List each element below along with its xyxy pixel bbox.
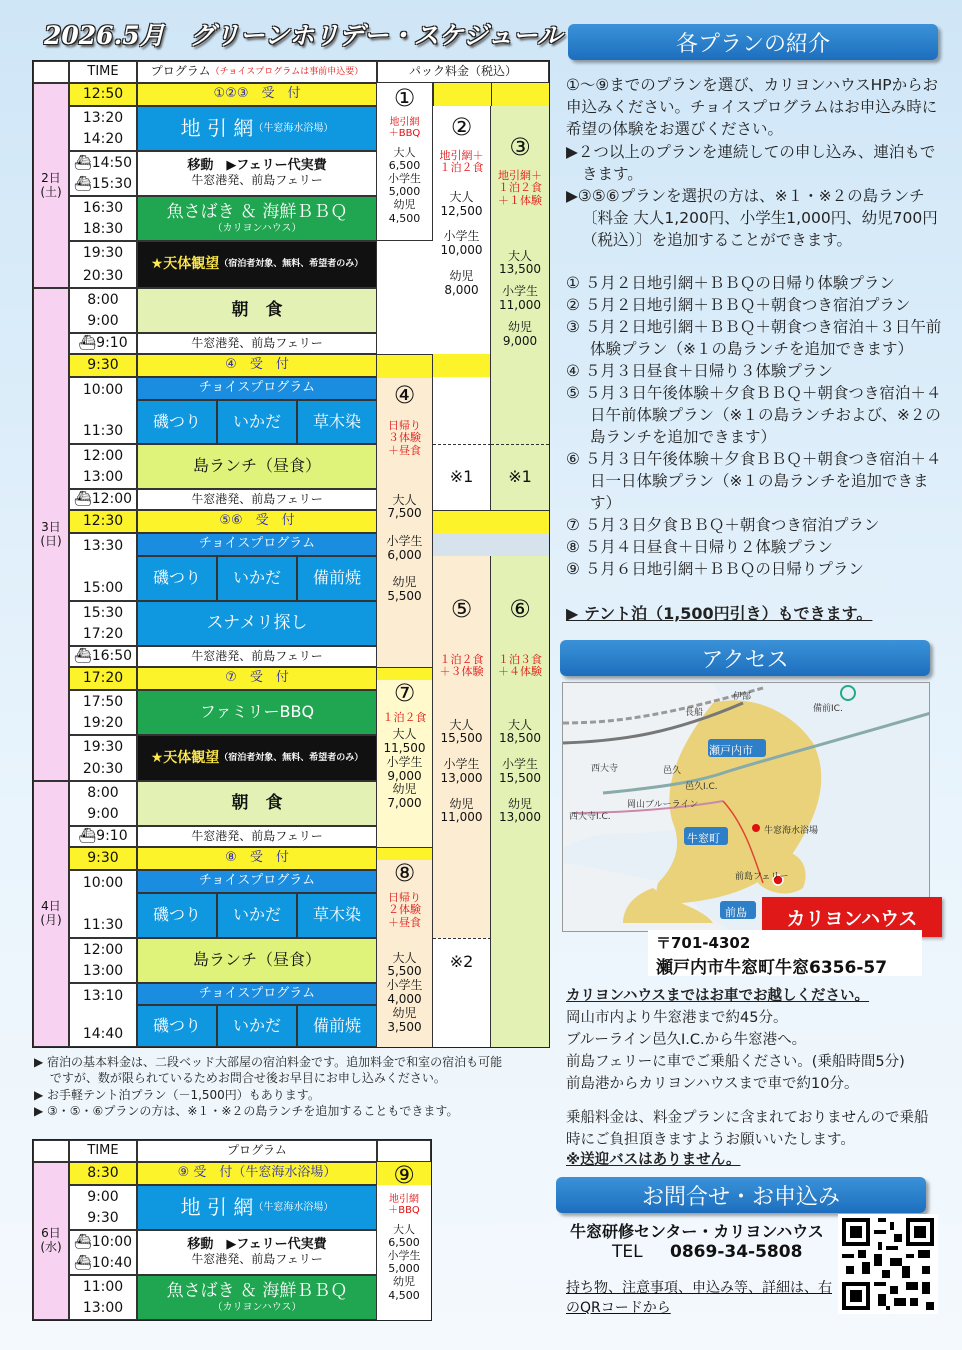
program-move: 移動 ▶フェリー代実費 牛窓港発、前島フェリー (137, 151, 377, 196)
header-time: TIME (69, 61, 137, 83)
plan-7: ⑦ １泊２食 大人 11,500 小学生 9,000 幼児 7,000 (377, 667, 433, 847)
plans-note-1: ▶２つ以上のプランを連続しての申し込み、連泊もできます。 (566, 143, 936, 183)
time-cell: 19:30 20:30 (69, 241, 137, 288)
lunch-mark-3: ※2 (433, 938, 491, 1047)
reception-row: ⑧ 受 付 (137, 847, 377, 870)
program-family-bbq: ファミリーBBQ (137, 690, 377, 735)
time-cell: 10:00 11:30 (69, 377, 137, 444)
time-cell: 9:30 (69, 354, 137, 377)
plan-5: ⑤ １泊２食 ＋３体験 大人 15,500 小学生 13,000 幼児 11,000 (433, 556, 491, 947)
program-bbq: 魚さばき ＆ 海鮮ＢＢＱ （カリヨンハウス） (137, 196, 377, 241)
page-title: 2026.5月 グリーンホリデー・スケジュール (44, 21, 563, 50)
schedule-table-6: TIME プログラム 6日 (水) 8:30 ⑨ 受 付（牛窓海水浴場） 9:00 9:30 地 引 網 （牛窓海水浴場） ⛴10:00 ⛴10:40 移動 ▶フェリー代実費 牛窓港発、前島フェリー 11:00 13:00 魚さばき ＆ 海鮮ＢＢＱ （カリヨンハウス） ⑨ 地引網 ＋BBQ 大人 6,500 小学生 5,000 幼児 4,500 (32, 1139, 432, 1321)
note-2: ▶ お手軽テント泊プラン（－1,500円）もあります。 (34, 1088, 320, 1102)
plan-list-item: ① ５月２日地引網＋ＢＢＱの日帰り体験プラン (566, 274, 895, 292)
choice-option[interactable]: 草木染 (297, 893, 377, 938)
address-box: 〒701-4302 瀬戸内市牛窓町牛窓6356-57 (648, 930, 922, 976)
time-cell: 17:20 (69, 667, 137, 690)
ship-icon: ⛴ (78, 335, 97, 352)
note-1: ▶ 宿泊の基本料金は、二段ベッド大部屋の宿泊料金です。追加料金で和室の宿泊も可能 ですが、数が限られているためお問合せ後お早目にお申し込みください。 (34, 1055, 503, 1085)
time-cell: 13:20 14:20 (69, 106, 137, 151)
map-label-okui: 邑久I.C. (685, 782, 718, 792)
time-cell: 9:30 (69, 847, 137, 870)
plan-list-item: ② ５月２日地引網＋ＢＢＱ＋朝食つき宿泊プラン (566, 296, 911, 314)
time-cell: ⛴ 9:10 (69, 826, 137, 847)
plan-2: ② 地引網＋ １泊２食 大人 12,500 小学生 10,000 幼児 8,000 (433, 106, 491, 354)
time-cell: 12:30 (69, 510, 137, 533)
map-label-osafune: 長船 (685, 708, 704, 718)
plan-list-item: ⑤ ５月３日午後体験＋夕食ＢＢＱ＋朝食つき宿泊＋４日午前体験プラン（※１の島ランチおよび、※２の島ランチを追加できます） (566, 384, 942, 446)
plan-4: ④ 日帰り ３体験 ＋昼食 大人 7,500 小学生 6,000 幼児 5,500 (377, 354, 433, 667)
ship-icon: ⛴14:50 (73, 154, 133, 171)
tel-row: TEL 0869-34-5808 (612, 1242, 803, 1262)
program-breakfast: 朝 食 (137, 781, 377, 826)
program-stargazing: ★天体観望 （宿泊者対象、無料、希望者のみ） (137, 735, 377, 781)
time-cell: 19:30 20:30 (69, 735, 137, 781)
time-cell: ⛴ 16:50 (69, 646, 137, 667)
choice-header: チョイスプログラム (137, 377, 377, 400)
program-move: 移動 ▶フェリー代実費 牛窓港発、前島フェリー (137, 1230, 377, 1275)
plan-3: ③ 地引網＋ １泊２食 ＋１体験 大人 13,500 小学生 11,000 幼児 9,000 (491, 106, 549, 444)
plan-9: ⑨ 地引網 ＋BBQ 大人 6,500 小学生 5,000 幼児 4,500 (377, 1162, 431, 1320)
ship-icon: ⛴ (73, 648, 92, 665)
reception-row: ⑤⑥ 受 付 (137, 510, 377, 533)
plans-note-2: ▶③⑤⑥プランを選択の方は、※１・※２の島ランチ〔料金 大人1,200円、小学生1,000円、幼児700円（税込）〕を追加することができます。 (566, 187, 938, 249)
plan-1: ① 地引網 ＋BBQ 大人 6,500 小学生 5,000 幼児 4,500 (377, 83, 433, 241)
time-cell: ⛴ 12:00 (69, 489, 137, 510)
map-label-setouchi: 瀬戸内市 (709, 744, 753, 757)
time-cell: 12:00 13:00 (69, 444, 137, 489)
map-label-ushimado: 牛窓町 (687, 832, 720, 845)
time-cell: 15:30 17:20 (69, 601, 137, 646)
qr-code[interactable] (838, 1214, 938, 1314)
map-svg (563, 683, 930, 932)
choice-option[interactable]: 草木染 (297, 400, 377, 444)
time-cell: ⛴ 9:10 (69, 333, 137, 354)
program-lunch: 島ランチ（昼食） (137, 938, 377, 983)
map-label-ibara: 伊部 (733, 692, 752, 702)
header-pack: パック料金（税込） (377, 61, 549, 83)
schedule-table (32, 60, 550, 1048)
map-label-oku: 邑久 (663, 766, 682, 776)
ferry-row: 牛窓港発、前島フェリー (137, 646, 377, 667)
time-cell: 13:10 14:40 (69, 983, 137, 1047)
choice-option[interactable]: いかだ (217, 556, 297, 601)
map-label-beach: 牛窓海水浴場 (764, 826, 819, 836)
ferry-row: 牛窓港発、前島フェリー (137, 826, 377, 847)
tent-note: ▶ テント泊（1,500円引き）もできます。 (566, 604, 873, 623)
day-3: 3日 (日) (33, 288, 69, 781)
choice-option[interactable]: 備前焼 (297, 556, 377, 601)
reception-row: ①②③ 受 付 (137, 83, 377, 106)
reception-row: ⑦ 受 付 (137, 667, 377, 690)
plans-section-header: 各プランの紹介 (568, 24, 938, 60)
bus-note: ※送迎バスはありません。 (566, 1152, 741, 1168)
reception-row: ⑨ 受 付（牛窓海水浴場） (137, 1162, 377, 1185)
program-stargazing: ★天体観望 （宿泊者対象、無料、希望者のみ） (137, 241, 377, 288)
program-lunch: 島ランチ（昼食） (137, 444, 377, 489)
plan-list-item: ⑦ ５月３日夕食ＢＢＱ＋朝食つき宿泊プラン (566, 516, 880, 534)
header-program: プログラム （チョイスプログラムは事前申込要） (137, 61, 377, 83)
plan-list-item: ④ ５月３日昼食＋日帰り３体験プラン (566, 362, 833, 380)
time-cell: 13:30 15:00 (69, 533, 137, 601)
choice-option[interactable]: 磯つり (137, 893, 217, 938)
plans-intro: ①～⑨までのプランを選び、カリヨンハウスHPからお申込みください。チョイスプログラムはお申込み時に希望の体験をお選びください。 (566, 76, 939, 138)
plan-list-item: ⑧ ５月４日昼食＋日帰り２体験プラン (566, 538, 833, 556)
time-cell: 8:00 9:00 (69, 288, 137, 333)
choice-option[interactable]: いかだ (217, 893, 297, 938)
map-label-saidaiji-ic: 西大寺I.C. (569, 812, 611, 822)
reception-row: ④ 受 付 (137, 354, 377, 377)
access-line-4: 前島港からカリヨンハウスまで車で約10分。 (566, 1076, 859, 1092)
choice-option[interactable]: 備前焼 (297, 1005, 377, 1047)
plan-list-item: ③ ５月２日地引網＋ＢＢＱ＋朝食つき宿泊＋３日午前体験プラン（※１の島ランチを追加できます） (566, 318, 942, 358)
program-finless-porpoise: スナメリ探し (137, 601, 377, 646)
map-label-bizen: 備前IC. (813, 704, 843, 714)
access-line-1: 岡山市内より牛窓港まで約45分。 (566, 1010, 788, 1026)
choice-option[interactable]: いかだ (217, 1005, 297, 1047)
plan-8: ⑧ 日帰り ２体験 ＋昼食 大人 5,500 小学生 4,000 幼児 3,500 (377, 847, 433, 1047)
org-name: 牛窓研修センター・カリヨンハウス (570, 1222, 824, 1241)
ship-icon: ⛴ (73, 491, 92, 508)
ship-icon: ⛴ (78, 828, 97, 845)
program-breakfast: 朝 食 (137, 288, 377, 333)
choice-option[interactable]: 磯つり (137, 400, 217, 444)
access-line-2: ブルーライン邑久I.C.から牛窓港へ。 (566, 1032, 807, 1048)
plan-6: ⑥ １泊３食 ＋４体験 大人 18,500 小学生 15,500 幼児 13,000 (491, 556, 549, 1047)
program-jibikiami: 地 引 網 （牛窓海水浴場） (137, 106, 377, 151)
choice-header: チョイスプログラム (137, 870, 377, 893)
location-badge: カリヨンハウス (762, 897, 942, 937)
choice-option[interactable]: 磯つり (137, 1005, 217, 1047)
choice-header: チョイスプログラム (137, 983, 377, 1005)
access-car: カリヨンハウスまではお車でお越しください。 (566, 988, 870, 1004)
fare-note: 乗船料金は、料金プランに含まれておりませんので乗船時にご負担頂きますようお願いいたします。 (566, 1110, 929, 1148)
time-cell: 16:30 18:30 (69, 196, 137, 241)
time-cell: 12:50 (69, 83, 137, 106)
plan-list (566, 272, 942, 580)
choice-option[interactable]: いかだ (217, 400, 297, 444)
program-jibikiami: 地 引 網 （牛窓海水浴場） (137, 1185, 377, 1230)
lunch-mark-1: ※1 (433, 444, 491, 510)
day-4: 4日 (月) (33, 781, 69, 1047)
choice-header: チョイスプログラム (137, 533, 377, 556)
qr-svg (838, 1214, 938, 1314)
program-bbq: 魚さばき ＆ 海鮮ＢＢＱ （カリヨンハウス） (137, 1275, 377, 1320)
plan-list-item: ⑥ ５月３日午後体験＋夕食ＢＢＱ＋朝食つき宿泊＋４日一日体験プラン（※１の島ランチを追加できます） (566, 450, 942, 512)
time-cell: ⛴14:50 ⛴15:30 (69, 151, 137, 196)
access-line-3: 前島フェリーに車でご乗船ください。(乗船時間5分) (566, 1054, 905, 1070)
access-section-header: アクセス (560, 640, 930, 676)
ferry-row: 牛窓港発、前島フェリー (137, 333, 377, 354)
day-6: 6日 (水) (33, 1162, 69, 1320)
access-map[interactable] (562, 682, 930, 932)
map-label-saidaiji: 西大寺 (591, 764, 619, 774)
map-label-blueline: 岡山ブルーライン (627, 800, 699, 810)
ferry-row: 牛窓港発、前島フェリー (137, 489, 377, 510)
note-3: ▶ ③・⑤・⑥プランの方は、※１・※２の島ランチを追加することもできます。 (34, 1104, 459, 1118)
time-cell: 17:50 19:20 (69, 690, 137, 735)
time-cell: 12:00 13:00 (69, 938, 137, 983)
plan-list-item: ⑨ ５月６日地引網＋ＢＢＱの日帰りプラン (566, 560, 864, 578)
time-cell: 8:00 9:00 (69, 781, 137, 826)
footer-note: 持ち物、注意事項、申込み等、詳細は、右のQRコードから (566, 1280, 832, 1316)
map-label-maejima: 前島 (725, 906, 747, 919)
day-2: 2日 (土) (33, 83, 69, 288)
time-cell: 10:00 11:30 (69, 870, 137, 938)
contact-section-header: お問合せ・お申込み (556, 1177, 926, 1213)
map-label-ferry: 前島フェリー (735, 872, 789, 882)
lunch-mark-2: ※1 (491, 444, 549, 510)
choice-option[interactable]: 磯つり (137, 556, 217, 601)
